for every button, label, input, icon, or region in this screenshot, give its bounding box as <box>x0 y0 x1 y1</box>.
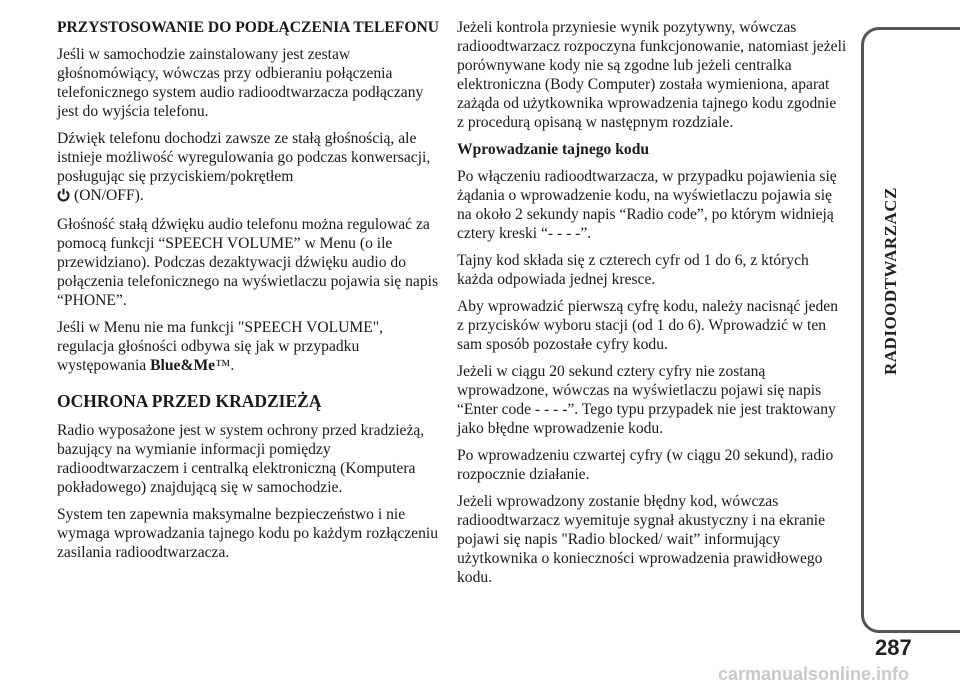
paragraph: Jeżeli kontrola przyniesie wynik pozytywny, wówczas radioodtwarzacz rozpoczyna funkcjonowanie, natomiast jeżeli porównywane kody nie są zgodne lub jeżeli centralka elektroniczna (Body Computer) została wymieniona, aparat zażąda od użytkownika wprowadzenia tajnego kodu zgodnie z procedurą opisaną w następnym rozdziale. <box>457 19 847 131</box>
chapter-tab-label: RADIOODTWARZACZ <box>881 187 900 375</box>
subheading-code-entry: Wprowadzanie tajnego kodu <box>457 141 650 158</box>
paragraph: Jeżeli w ciągu 20 sekund cztery cyfry nie zostaną wprowadzone, wówczas na wyświetlaczu pojawi się napis “Enter code - - - -”. Tego typu przypadek nie jest traktowany jako błędne wprowadzenie kodu. <box>457 363 836 437</box>
paragraph: Po włączeniu radioodtwarzacza, w przypadku pojawienia się żądania o wprowadzenie kodu, na wyświetlaczu pojawia się na około 2 sekundy napis “Radio code”, po którym widnieją cztery kreski “- - - -”. <box>457 168 837 242</box>
left-column <box>57 18 442 570</box>
right-column <box>457 18 847 595</box>
paragraph: Aby wprowadzić pierwszą cyfrę kodu, należy nacisnąć jeden z przycisków wyboru stacji (od 1 do 6). Wprowadzić w ten sam sposób pozostałe cyfry kodu. <box>457 298 839 353</box>
paragraph <box>57 129 442 207</box>
page-number: 287 <box>875 635 912 660</box>
brand-name: Blue&Me <box>150 357 216 374</box>
paragraph <box>57 318 442 375</box>
paragraph: Tajny kod składa się z czterech cyfr od 1 do 6, z których każda odpowiada jednej kresce. <box>457 252 809 288</box>
paragraph: System ten zapewnia maksymalne bezpieczeństwo i nie wymaga wprowadzania tajnego kodu po każdym rozłączeniu zasilania radioodtwarzacza. <box>57 506 439 561</box>
paragraph-text: Dźwięk telefonu dochodzi zawsze ze stałą głośnością, ale istnieje możliwość wyregulowania go podczas konwersacji, posługując się przyciskiem/pokrętłem <box>57 130 431 185</box>
section-heading-antitheft: OCHRONA PRZED KRADZIEŻĄ <box>57 391 322 411</box>
watermark: carmanualsonline.info <box>718 664 910 684</box>
trademark: ™. <box>215 357 235 374</box>
on-off-label: (ON/OFF). <box>74 187 144 204</box>
paragraph: Radio wyposażone jest w system ochrony przed kradzieżą, bazujący na wymianie informacji pomiędzy radioodtwarzaczem i centralką elektroniczną (Komputera pokładowego) znajdującą się w samochodzie. <box>57 422 425 496</box>
paragraph-text: Jeśli w Menu nie ma funkcji "SPEECH VOLUME", regulacja głośności odbywa się jak w przypadku występowania <box>57 319 384 374</box>
paragraph: Po wprowadzeniu czwartej cyfry (w ciągu 20 sekund), radio rozpocznie działanie. <box>457 447 834 483</box>
section-heading-phone: PRZYSTOSOWANIE DO PODŁĄCZENIA TELEFONU <box>57 19 439 36</box>
paragraph: Jeżeli wprowadzony zostanie błędny kod, wówczas radioodtwarzacz wyemituje sygnał akustyczny i na ekranie pojawi się napis "Radio blocked/ wait” informujący użytkownika o konieczności wprowadzenia prawidłowego kodu. <box>457 493 826 586</box>
paragraph: Jeśli w samochodzie zainstalowany jest zestaw głośnomówiący, wówczas przy odbieraniu połączenia telefonicznego system audio radioodtwarzacza podłączany jest do wyjścia telefonu. <box>57 46 424 120</box>
paragraph: Głośność stałą dźwięku audio telefonu można regulować za pomocą funkcji “SPEECH VOLUME” w Menu (o ile przewidziano). Podczas dezaktywacji dźwięku audio do połączenia telefonicznego na wyświetlaczu pojawia się napis “PHONE”. <box>57 216 439 309</box>
power-icon <box>57 188 70 207</box>
